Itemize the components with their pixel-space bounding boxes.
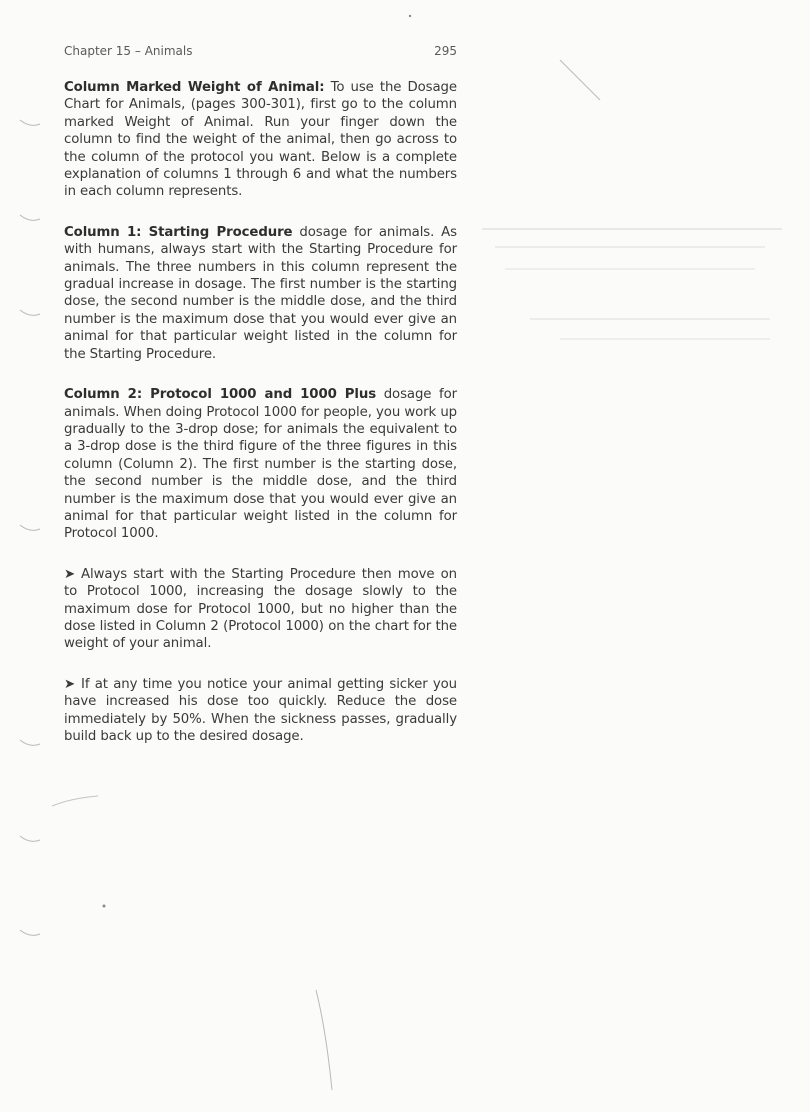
bullet-reduce-dose [64, 676, 457, 746]
paragraph-text: dosage for animals. As with humans, always start with the Starting Procedure for animals. The three numbers in this column represent the gradual increase in dosage. The first number is the starting dose, the second number is the middle dose, and the third number is the maximum dose that you would ever give an animal for that particular weight listed in the column for the Starting Procedure. [64, 224, 457, 362]
paragraph-column-2 [64, 386, 457, 543]
paragraph-weight-of-animal [64, 79, 457, 201]
paragraph-column-1 [64, 224, 457, 363]
paragraph-heading: Column 1: Starting Procedure [64, 224, 293, 240]
bullet-arrow-icon: ➤ [64, 566, 76, 582]
bullet-text: If at any time you notice your animal getting sicker you have increased his dose too quickly. Reduce the dose immediately by 50%. When the sickness passes, gradually build back up to the desired dosage. [64, 676, 457, 744]
bullet-arrow-icon: ➤ [64, 676, 76, 692]
paragraph-heading: Column Marked Weight of Animal: [64, 80, 325, 95]
paragraph-heading: Column 2: Protocol 1000 and 1000 Plus [64, 387, 377, 403]
body-text [64, 79, 457, 768]
paragraph-text: dosage for animals. When doing Protocol 1000 for people, you work up gradually to the 3-drop dose; for animals the equivalent to a 3-drop dose is the third figure of the three figures in this column (Column 2). The first number is the starting dose, the second number is the middle dose, and the third number is the maximum dose that you would ever give an animal for that particular weight listed in the column for Protocol 1000. [64, 387, 457, 542]
bullet-text: Always start with the Starting Procedure then move on to Protocol 1000, increasing the dosage slowly to the maximum dose for Protocol 1000, but no higher than the dose listed in Column 2 (Protocol 1000) on the chart for the weight of your animal. [64, 566, 457, 652]
page-number: 295 [434, 44, 457, 58]
page-header [64, 44, 457, 62]
paragraph-text: To use the Dosage Chart for Animals, (pages 300-301), first go to the column marked Weight of Animal. Run your finger down the column to find the weight of the animal, then go across to the column of the protocol you want. Below is a complete explanation of columns 1 through 6 and what the numbers in each column represents. [64, 80, 457, 200]
chapter-title: Chapter 15 – Animals [64, 44, 193, 58]
bullet-starting-procedure [64, 566, 457, 653]
